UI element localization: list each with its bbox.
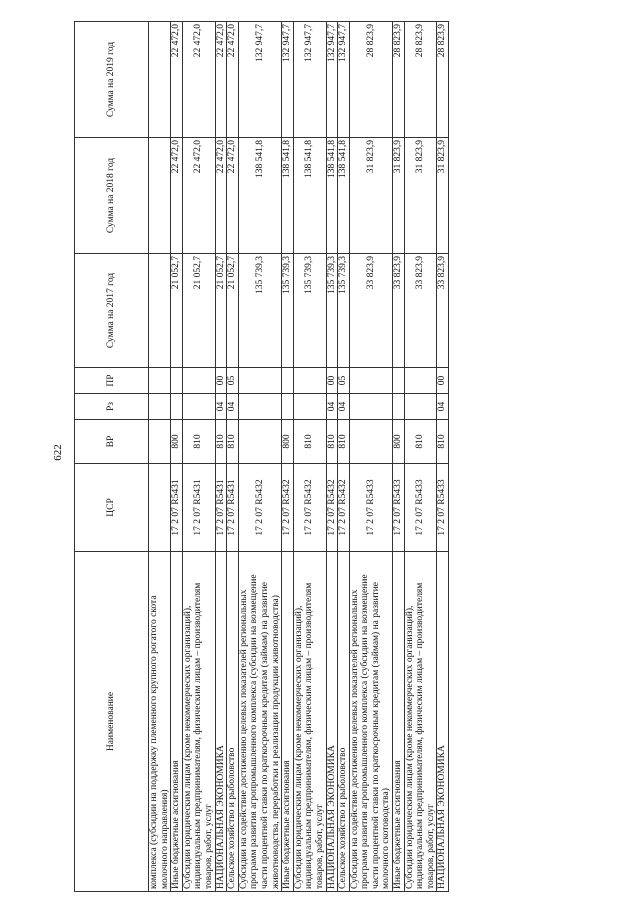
- cell-sum-2017: 33 823,9: [404, 254, 437, 368]
- cell-sum-2017: 21 052,7: [227, 254, 239, 368]
- cell-pr: [393, 368, 405, 394]
- cell-sum-2017: 21 052,7: [215, 254, 227, 368]
- cell-name: Субсидии на содействие достижению целевых показателей региональных программ развития агропромышленного комплекса (субсидии на возмещение части процентной ставки по краткосрочным кредитам (займам) на развитие молочного скотоводства): [349, 552, 392, 892]
- header-pr: ПР: [75, 368, 149, 394]
- cell-pr: 00: [437, 368, 449, 394]
- cell-sum-2018: 22 472,0: [227, 138, 239, 254]
- cell-name: Субсидии на содействие достижению целевых показателей региональных программ развития агропромышленного комплекса (субсидии на возмещение части процентной ставки по краткосрочным кредитам (займам) на развитие животноводства, переработки и реализации продукции животноводства): [238, 552, 281, 892]
- cell-pr: 05: [338, 368, 350, 394]
- cell-vr: 810: [215, 420, 227, 464]
- cell-name: Сельское хозяйство и рыболовство: [338, 552, 350, 892]
- cell-sum-2017: [149, 254, 171, 368]
- table-row: [282, 22, 294, 892]
- cell-sum-2017: 135 739,3: [282, 254, 294, 368]
- cell-rz: [293, 394, 326, 420]
- cell-vr: [349, 420, 392, 464]
- header-rz: Рз: [75, 394, 149, 420]
- table-row: [238, 22, 281, 892]
- table-row: [227, 22, 239, 892]
- cell-csr: 17 2 07 R5433: [404, 464, 437, 552]
- cell-vr: 800: [282, 420, 294, 464]
- cell-sum-2018: 22 472,0: [171, 138, 183, 254]
- cell-sum-2019: 132 947,7: [293, 22, 326, 138]
- cell-name: НАЦИОНАЛЬНАЯ ЭКОНОМИКА: [215, 552, 227, 892]
- cell-rz: 04: [437, 394, 449, 420]
- cell-pr: [182, 368, 215, 394]
- cell-sum-2019: 132 947,7: [238, 22, 281, 138]
- table-row: [215, 22, 227, 892]
- cell-pr: [238, 368, 281, 394]
- table-row: [149, 22, 171, 892]
- cell-rz: [149, 394, 171, 420]
- cell-vr: 810: [404, 420, 437, 464]
- cell-rz: 04: [326, 394, 338, 420]
- cell-pr: 05: [227, 368, 239, 394]
- cell-name: Иные бюджетные ассигнования: [282, 552, 294, 892]
- table-row: [293, 22, 326, 892]
- cell-vr: 810: [227, 420, 239, 464]
- cell-pr: [171, 368, 183, 394]
- cell-sum-2017: 33 823,9: [437, 254, 449, 368]
- cell-sum-2017: 21 052,7: [182, 254, 215, 368]
- cell-rz: 04: [215, 394, 227, 420]
- cell-csr: 17 2 07 R5431: [227, 464, 239, 552]
- cell-vr: 810: [182, 420, 215, 464]
- cell-csr: 17 2 07 R5432: [293, 464, 326, 552]
- cell-vr: [149, 420, 171, 464]
- cell-csr: 17 2 07 R5432: [238, 464, 281, 552]
- cell-sum-2019: 28 823,9: [393, 22, 405, 138]
- cell-sum-2018: 138 541,8: [282, 138, 294, 254]
- table-row: [338, 22, 350, 892]
- cell-name: Сельское хозяйство и рыболовство: [227, 552, 239, 892]
- cell-sum-2019: [149, 22, 171, 138]
- cell-sum-2019: 28 823,9: [404, 22, 437, 138]
- header-sum-2018: Сумма на 2018 год: [75, 138, 149, 254]
- cell-sum-2018: 31 823,9: [404, 138, 437, 254]
- cell-sum-2019: 22 472,0: [215, 22, 227, 138]
- cell-sum-2019: 28 823,9: [437, 22, 449, 138]
- cell-name: Иные бюджетные ассигнования: [171, 552, 183, 892]
- cell-csr: [149, 464, 171, 552]
- table-body: [149, 22, 449, 892]
- cell-rz: [349, 394, 392, 420]
- table-row: [404, 22, 437, 892]
- header-name: Наименование: [75, 552, 149, 892]
- cell-name: НАЦИОНАЛЬНАЯ ЭКОНОМИКА: [437, 552, 449, 892]
- cell-pr: [149, 368, 171, 394]
- cell-sum-2019: 22 472,0: [227, 22, 239, 138]
- cell-pr: 00: [215, 368, 227, 394]
- cell-rz: 04: [338, 394, 350, 420]
- cell-sum-2017: 33 823,9: [349, 254, 392, 368]
- cell-sum-2017: 21 052,7: [171, 254, 183, 368]
- cell-pr: [349, 368, 392, 394]
- rotated-table-container: [74, 22, 449, 892]
- cell-pr: 00: [326, 368, 338, 394]
- table-header-row: [75, 22, 149, 892]
- cell-sum-2018: 138 541,8: [338, 138, 350, 254]
- cell-name: Субсидии юридическим лицам (кроме некоммерческих организаций), индивидуальным предпринимателям, физическим лицам – производителям товаров, работ, услуг: [182, 552, 215, 892]
- cell-vr: 800: [171, 420, 183, 464]
- cell-sum-2019: 28 823,9: [349, 22, 392, 138]
- cell-sum-2018: 31 823,9: [437, 138, 449, 254]
- cell-sum-2019: 132 947,7: [282, 22, 294, 138]
- header-sum-2017: Сумма на 2017 год: [75, 254, 149, 368]
- cell-sum-2018: 22 472,0: [215, 138, 227, 254]
- cell-sum-2018: [149, 138, 171, 254]
- cell-vr: 810: [437, 420, 449, 464]
- cell-sum-2017: 33 823,9: [393, 254, 405, 368]
- cell-name: Субсидии юридическим лицам (кроме некоммерческих организаций), индивидуальным предпринимателям, физическим лицам – производителям товаров, работ, услуг: [404, 552, 437, 892]
- cell-csr: 17 2 07 R5432: [282, 464, 294, 552]
- cell-rz: [238, 394, 281, 420]
- cell-sum-2019: 132 947,7: [326, 22, 338, 138]
- cell-pr: [282, 368, 294, 394]
- cell-sum-2017: 135 739,3: [238, 254, 281, 368]
- cell-sum-2018: 138 541,8: [238, 138, 281, 254]
- cell-csr: 17 2 07 R5431: [215, 464, 227, 552]
- table-row: [393, 22, 405, 892]
- header-sum-2019: Сумма на 2019 год: [75, 22, 149, 138]
- cell-rz: [393, 394, 405, 420]
- cell-name: Субсидии юридическим лицам (кроме некоммерческих организаций), индивидуальным предпринимателям, физическим лицам – производителям товаров, работ, услуг: [293, 552, 326, 892]
- cell-csr: 17 2 07 R5432: [338, 464, 350, 552]
- cell-vr: [238, 420, 281, 464]
- header-csr: ЦСР: [75, 464, 149, 552]
- cell-sum-2017: 135 739,3: [293, 254, 326, 368]
- cell-name: НАЦИОНАЛЬНАЯ ЭКОНОМИКА: [326, 552, 338, 892]
- cell-sum-2019: 22 472,0: [171, 22, 183, 138]
- cell-sum-2019: 22 472,0: [182, 22, 215, 138]
- cell-vr: 800: [393, 420, 405, 464]
- cell-csr: 17 2 07 R5433: [437, 464, 449, 552]
- cell-rz: 04: [227, 394, 239, 420]
- cell-rz: [404, 394, 437, 420]
- cell-vr: 810: [293, 420, 326, 464]
- budget-table: [74, 21, 449, 892]
- cell-csr: 17 2 07 R5433: [349, 464, 392, 552]
- cell-sum-2017: 135 739,3: [338, 254, 350, 368]
- cell-sum-2018: 31 823,9: [393, 138, 405, 254]
- table-row: [326, 22, 338, 892]
- cell-sum-2017: 135 739,3: [326, 254, 338, 368]
- cell-pr: [404, 368, 437, 394]
- cell-rz: [282, 394, 294, 420]
- cell-vr: 810: [326, 420, 338, 464]
- table-row: [182, 22, 215, 892]
- cell-name: комплекса (субсидии на поддержку племенного крупного рогатого скота молочного направления): [149, 552, 171, 892]
- table-row: [171, 22, 183, 892]
- cell-csr: 17 2 07 R5431: [182, 464, 215, 552]
- cell-sum-2018: 31 823,9: [349, 138, 392, 254]
- cell-rz: [171, 394, 183, 420]
- cell-rz: [182, 394, 215, 420]
- cell-csr: 17 2 07 R5431: [171, 464, 183, 552]
- cell-csr: 17 2 07 R5433: [393, 464, 405, 552]
- table-row: [437, 22, 449, 892]
- header-vr: ВР: [75, 420, 149, 464]
- cell-name: Иные бюджетные ассигнования: [393, 552, 405, 892]
- cell-pr: [293, 368, 326, 394]
- page-number: 622: [52, 444, 64, 461]
- cell-sum-2019: 132 947,7: [338, 22, 350, 138]
- table-row: [349, 22, 392, 892]
- cell-csr: 17 2 07 R5432: [326, 464, 338, 552]
- cell-vr: 810: [338, 420, 350, 464]
- cell-sum-2018: 22 472,0: [182, 138, 215, 254]
- cell-sum-2018: 138 541,8: [293, 138, 326, 254]
- cell-sum-2018: 138 541,8: [326, 138, 338, 254]
